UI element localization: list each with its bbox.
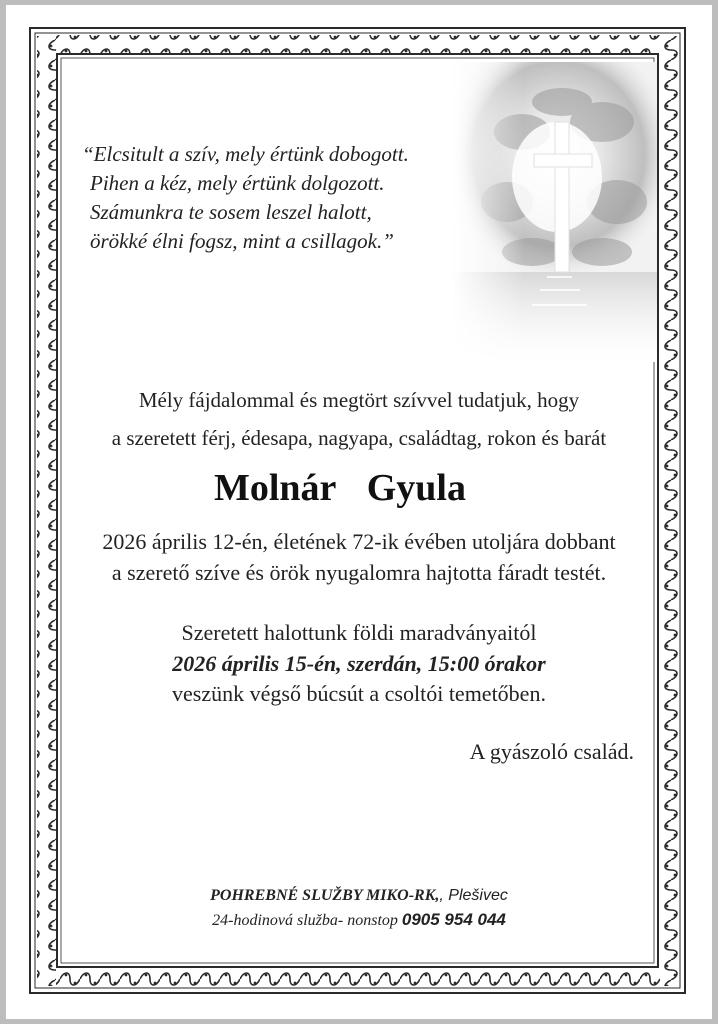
poem-line-3: Számunkra te sosem leszel halott,	[90, 200, 372, 224]
memorial-poem	[82, 140, 462, 256]
left-ornament-band	[37, 36, 56, 986]
poem-line-2: Pihen a kéz, mely értünk dolgozott.	[90, 171, 385, 195]
intro-line-1: Mély fájdalommal és megtört szívvel tudatjuk, hogy	[138, 388, 580, 412]
cross-in-clouds-image	[452, 62, 657, 362]
funeral-line-1: Szeretett halottunk földi maradványaitól	[181, 620, 537, 645]
phone-number: 0905 954 044	[401, 910, 506, 929]
top-ornament-band	[56, 35, 660, 53]
poem-line-1: “Elcsitult a szív, mely értünk dobogott.	[82, 142, 409, 166]
funeral-datetime: 2026 április 15-én, szerdán, 15:00 órakor	[172, 651, 546, 676]
intro-line-2: a szeretett férj, édesapa, nagyapa, családtag, rokon és barát	[111, 426, 607, 450]
funeral-line-3: veszünk végső búcsút a csoltói temetőben.	[172, 681, 546, 706]
footer-company-line	[60, 885, 658, 907]
signature-family: A gyászoló család.	[469, 739, 634, 764]
footer-service-line	[60, 909, 658, 932]
deceased-name: Molnár Gyula	[214, 467, 466, 509]
company-name: POHREBNÉ SLUŽBY MIKO-RK,	[210, 887, 440, 904]
right-ornament-band	[660, 36, 679, 986]
poem-line-4: örökké élni fogsz, mint a csillagok.”	[90, 229, 394, 253]
service-text: 24-hodinová služba- nonstop	[212, 912, 398, 929]
death-line-1: 2026 április 12-én, életének 72-ik évében utoljára dobbant	[102, 529, 616, 554]
company-town: , Plešivec	[439, 887, 508, 904]
death-line-2: a szerető szíve és örök nyugalomra hajtotta fáradt testét.	[111, 560, 607, 585]
bottom-ornament-band	[56, 968, 660, 986]
